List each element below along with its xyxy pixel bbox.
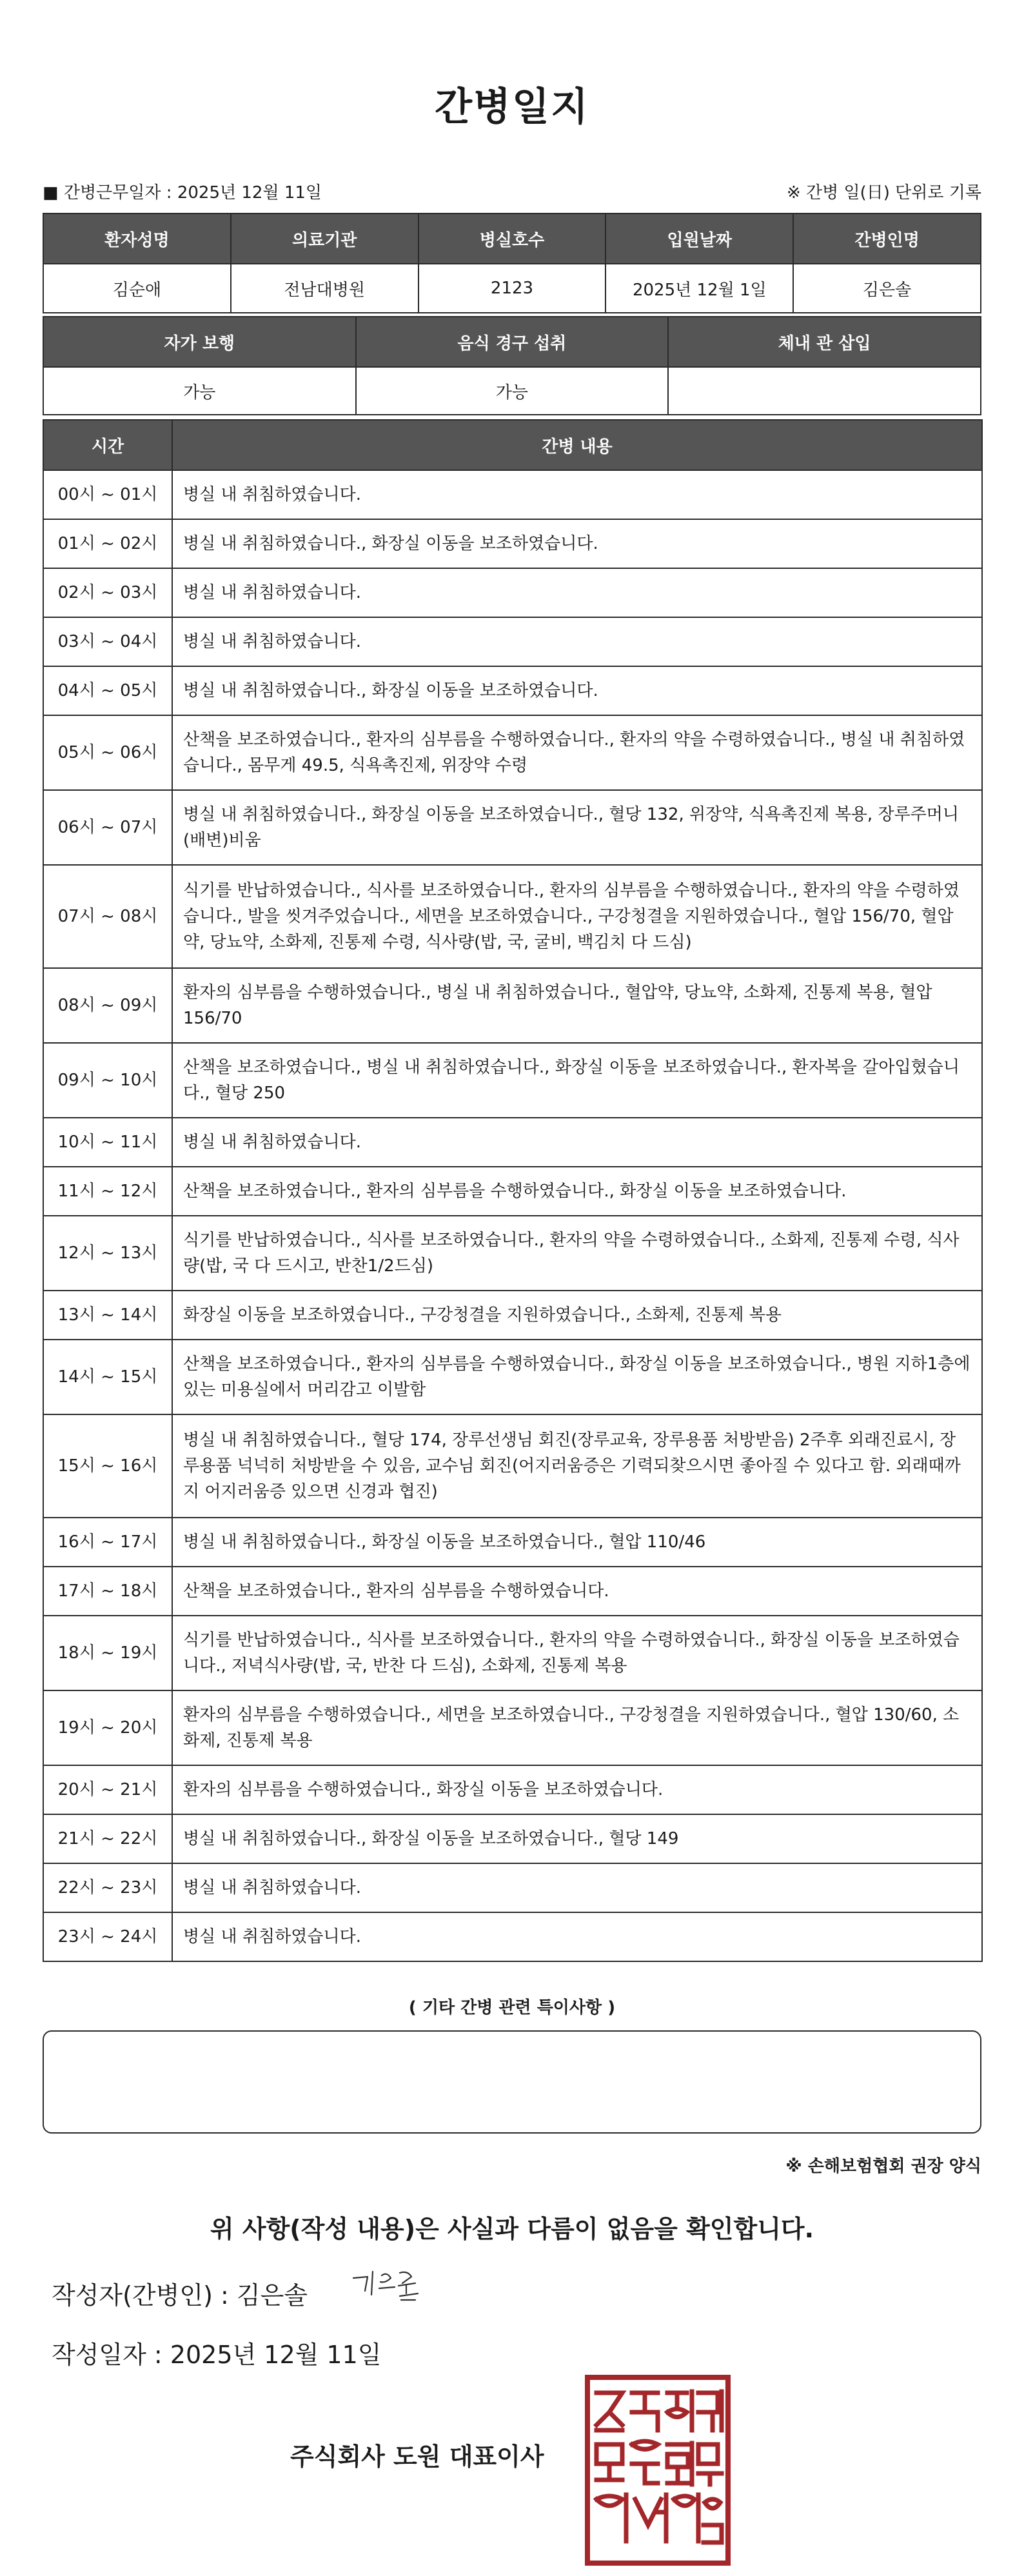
log-time: 04시 ~ 05시 (43, 666, 172, 715)
log-row (43, 1414, 982, 1518)
log-row (43, 1216, 982, 1291)
log-content: 환자의 심부름을 수행하였습니다., 화장실 이동을 보조하였습니다. (172, 1765, 982, 1814)
header-tube-insertion: 체내 관 삽입 (668, 317, 981, 367)
log-content: 병실 내 취침하였습니다., 화장실 이동을 보조하였습니다., 혈압 110/46 (172, 1518, 982, 1567)
writer-line: 작성자(간병인) : 김은솔 (52, 2281, 308, 2310)
company-seal (584, 2373, 732, 2567)
notes-box (43, 2030, 981, 2134)
log-time: 01시 ~ 02시 (43, 519, 172, 568)
log-row (43, 617, 982, 666)
log-row (43, 1814, 982, 1863)
log-content: 병실 내 취침하였습니다. (172, 1863, 982, 1912)
log-row (43, 968, 982, 1043)
patient-info-table (43, 213, 981, 313)
self-walking: 가능 (43, 367, 356, 415)
log-time: 10시 ~ 11시 (43, 1118, 172, 1167)
log-content: 산책을 보조하였습니다., 환자의 심부름을 수행하였습니다., 환자의 약을 수령하였습니다., 병실 내 취침하였습니다., 몸무게 49.5, 식욕촉진제, 위장약 수령 (172, 715, 982, 790)
log-content: 산책을 보조하였습니다., 환자의 심부름을 수행하였습니다., 화장실 이동을 보조하였습니다., 병원 지하1층에 있는 미용실에서 머리감고 이발함 (172, 1340, 982, 1414)
header-care-content: 간병 내용 (172, 420, 982, 470)
notes-title: ( 기타 간병 관련 특이사항 ) (408, 1998, 616, 2017)
log-content: 병실 내 취침하였습니다. (172, 1118, 982, 1167)
log-time: 17시 ~ 18시 (43, 1567, 172, 1616)
log-time: 08시 ~ 09시 (43, 968, 172, 1043)
log-content: 산책을 보조하였습니다., 환자의 심부름을 수행하였습니다. (172, 1567, 982, 1616)
log-row (43, 1043, 982, 1118)
admission-date: 2025년 12월 1일 (606, 264, 793, 313)
log-time: 18시 ~ 19시 (43, 1616, 172, 1690)
log-time: 02시 ~ 03시 (43, 568, 172, 617)
log-row (43, 519, 982, 568)
log-content: 병실 내 취침하였습니다., 화장실 이동을 보조하였습니다. (172, 519, 982, 568)
log-content: 환자의 심부름을 수행하였습니다., 세면을 보조하였습니다., 구강청결을 지원하였습니다., 혈압 130/60, 소화제, 진통제 복용 (172, 1690, 982, 1765)
log-content: 병실 내 취침하였습니다. (172, 470, 982, 519)
caregiver-name: 김은솔 (793, 264, 981, 313)
log-content: 식기를 반납하였습니다., 식사를 보조하였습니다., 환자의 심부름을 수행하였습니다., 환자의 약을 수령하였습니다., 발을 씻겨주었습니다., 세면을 보조하였습니다., 구강청결을 지원하였습니다., 혈압 156/70, 혈압약, 당뇨약, 소화제, 진통제 수령, 식사량(밥, 국, 굴비, 백김치 다 드심) (172, 865, 982, 968)
log-content: 화장실 이동을 보조하였습니다., 구강청결을 지원하였습니다., 소화제, 진통제 복용 (172, 1291, 982, 1340)
log-time: 16시 ~ 17시 (43, 1518, 172, 1567)
log-time: 09시 ~ 10시 (43, 1043, 172, 1118)
log-row (43, 715, 982, 790)
log-row (43, 865, 982, 968)
log-time: 00시 ~ 01시 (43, 470, 172, 519)
log-row (43, 1291, 982, 1340)
log-content: 산책을 보조하였습니다., 병실 내 취침하였습니다., 화장실 이동을 보조하였습니다., 환자복을 갈아입혔습니다., 혈당 250 (172, 1043, 982, 1118)
log-time: 07시 ~ 08시 (43, 865, 172, 968)
header-admission-date: 입원날짜 (606, 213, 793, 264)
log-content: 병실 내 취침하였습니다. (172, 617, 982, 666)
care-log-table (43, 419, 983, 1962)
log-row (43, 568, 982, 617)
header-room-number: 병실호수 (418, 213, 606, 264)
log-time: 06시 ~ 07시 (43, 790, 172, 865)
log-time: 13시 ~ 14시 (43, 1291, 172, 1340)
confirmation-text: 위 사항(작성 내용)은 사실과 다름이 없음을 확인합니다. (210, 2215, 814, 2243)
log-row (43, 1567, 982, 1616)
log-row (43, 1340, 982, 1414)
log-time: 11시 ~ 12시 (43, 1167, 172, 1216)
log-row (43, 1765, 982, 1814)
log-row (43, 666, 982, 715)
log-content: 식기를 반납하였습니다., 식사를 보조하였습니다., 환자의 약을 수령하였습니다., 소화제, 진통제 수령, 식사량(밥, 국 다 드시고, 반찬1/2드심) (172, 1216, 982, 1291)
unit-note: ※ 간병 일(日) 단위로 기록 (786, 183, 981, 203)
log-row (43, 790, 982, 865)
header-hospital: 의료기관 (231, 213, 418, 264)
header-caregiver-name: 간병인명 (793, 213, 981, 264)
hospital: 전남대병원 (231, 264, 418, 313)
patient-status-table (43, 316, 981, 415)
log-time: 03시 ~ 04시 (43, 617, 172, 666)
log-row (43, 1616, 982, 1690)
log-time: 15시 ~ 16시 (43, 1414, 172, 1518)
log-row (43, 1912, 982, 1961)
log-time: 19시 ~ 20시 (43, 1690, 172, 1765)
log-time: 05시 ~ 06시 (43, 715, 172, 790)
log-content: 병실 내 취침하였습니다., 혈당 174, 장루선생님 회진(장루교육, 장루용품 처방받음) 2주후 외래진료시, 장루용품 넉넉히 처방받을 수 있음, 교수님 회진(어지러움증은 기력되찾으시면 좋아질 수 있다고 함. 외래때까지 어지러움증 있으면 신경과 협진) (172, 1414, 982, 1518)
log-time: 12시 ~ 13시 (43, 1216, 172, 1291)
room-number: 2123 (418, 264, 606, 313)
log-content: 병실 내 취침하였습니다. (172, 568, 982, 617)
oral-intake: 가능 (356, 367, 669, 415)
log-row (43, 1863, 982, 1912)
log-time: 14시 ~ 15시 (43, 1340, 172, 1414)
log-content: 식기를 반납하였습니다., 식사를 보조하였습니다., 환자의 약을 수령하였습니다., 화장실 이동을 보조하였습니다., 저녁식사량(밥, 국, 반찬 다 드심), 소화제, 진통제 복용 (172, 1616, 982, 1690)
header-time: 시간 (43, 420, 172, 470)
log-content: 병실 내 취침하였습니다., 화장실 이동을 보조하였습니다., 혈당 149 (172, 1814, 982, 1863)
header-patient-name: 환자성명 (43, 213, 231, 264)
tube-insertion (668, 367, 981, 415)
log-time: 23시 ~ 24시 (43, 1912, 172, 1961)
document-title: 간병일지 (435, 84, 589, 130)
work-date: ■ 간병근무일자 : 2025년 12월 11일 (43, 183, 322, 203)
log-content: 병실 내 취침하였습니다., 화장실 이동을 보조하였습니다., 혈당 132, 위장약, 식욕촉진제 복용, 장루주머니(배변)비움 (172, 790, 982, 865)
company-name: 주식회사 도원 대표이사 (290, 2442, 544, 2471)
log-row (43, 1690, 982, 1765)
header-self-walking: 자가 보행 (43, 317, 356, 367)
written-date: 작성일자 : 2025년 12월 11일 (52, 2341, 382, 2369)
recommend-note: ※ 손해보험협회 권장 양식 (785, 2157, 981, 2176)
log-content: 병실 내 취침하였습니다., 화장실 이동을 보조하였습니다. (172, 666, 982, 715)
log-content: 병실 내 취침하였습니다. (172, 1912, 982, 1961)
log-time: 20시 ~ 21시 (43, 1765, 172, 1814)
log-row (43, 470, 982, 519)
log-row (43, 1118, 982, 1167)
log-row (43, 1167, 982, 1216)
header-oral-intake: 음식 경구 섭취 (356, 317, 669, 367)
log-row (43, 1518, 982, 1567)
log-content: 환자의 심부름을 수행하였습니다., 병실 내 취침하였습니다., 혈압약, 당뇨약, 소화제, 진통제 복용, 혈압 156/70 (172, 968, 982, 1043)
log-content: 산책을 보조하였습니다., 환자의 심부름을 수행하였습니다., 화장실 이동을 보조하였습니다. (172, 1167, 982, 1216)
log-time: 22시 ~ 23시 (43, 1863, 172, 1912)
patient-name: 김순애 (43, 264, 231, 313)
log-time: 21시 ~ 22시 (43, 1814, 172, 1863)
handwritten-signature (348, 2264, 426, 2309)
